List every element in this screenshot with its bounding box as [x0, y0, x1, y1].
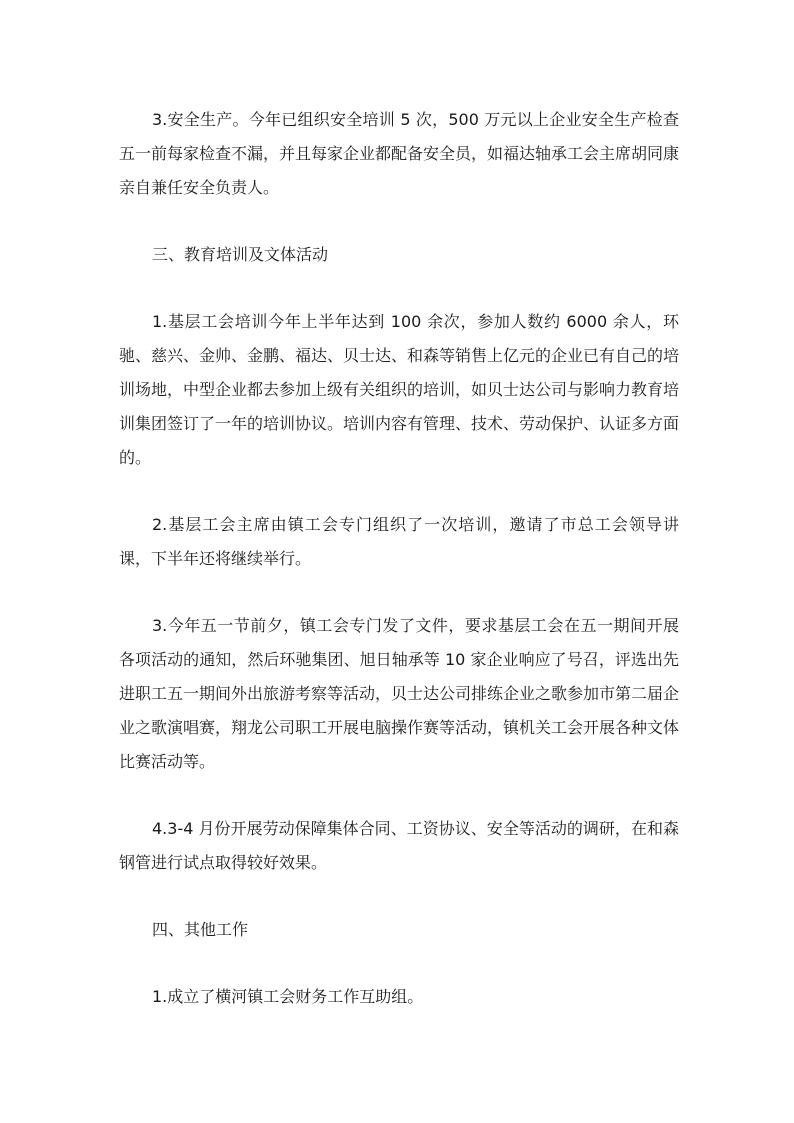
- paragraph-may-day-activities: 3.今年五一节前夕，镇工会专门发了文件，要求基层工会在五一期间开展各项活动的通知，然后环驰集团、旭日轴承等 10 家企业响应了号召，评选出先进职工五一期间外出旅游考察等活动，贝士达公司排练企业之歌参加市第二届企业之歌演唱赛，翔龙公司职工开展电脑操作赛等活动，镇机关工会开展各种文体比赛活动等。: [119, 616, 680, 771]
- paragraph-chairman-training: 2.基层工会主席由镇工会专门组织了一次培训，邀请了市总工会领导讲课，下半年还将继续举行。: [119, 515, 679, 568]
- paragraph-labor-research: 4.3-4 月份开展劳动保障集体合同、工资协议、安全等活动的调研，在和森钢管进行试点取得较好效果。: [119, 819, 679, 872]
- document-body: [119, 103, 679, 1047]
- paragraph-grassroots-training: 1.基层工会培训今年上半年达到 100 余次，参加人数约 6000 余人，环驰、慈兴、金帅、金鹏、福达、贝士达、和森等销售上亿元的企业已有自己的培训场地，中型企业都去参加上级有关组织的培训，如贝士达公司与影响力教育培训集团签订了一年的培训协议。培训内容有管理、技术、劳动保护、认证多方面的。: [119, 312, 680, 467]
- paragraph-safety-production: 3.安全生产。今年已组织安全培训 5 次，500 万元以上企业安全生产检查五一前每家检查不漏，并且每家企业都配备安全员，如福达轴承工会主席胡同康亲自兼任安全负责人。: [119, 110, 680, 197]
- section-heading-education-training: 三、教育培训及文体活动: [152, 245, 329, 264]
- section-heading-other-work: 四、其他工作: [152, 920, 249, 939]
- paragraph-finance-group: 1.成立了横河镇工会财务工作互助组。: [152, 987, 424, 1006]
